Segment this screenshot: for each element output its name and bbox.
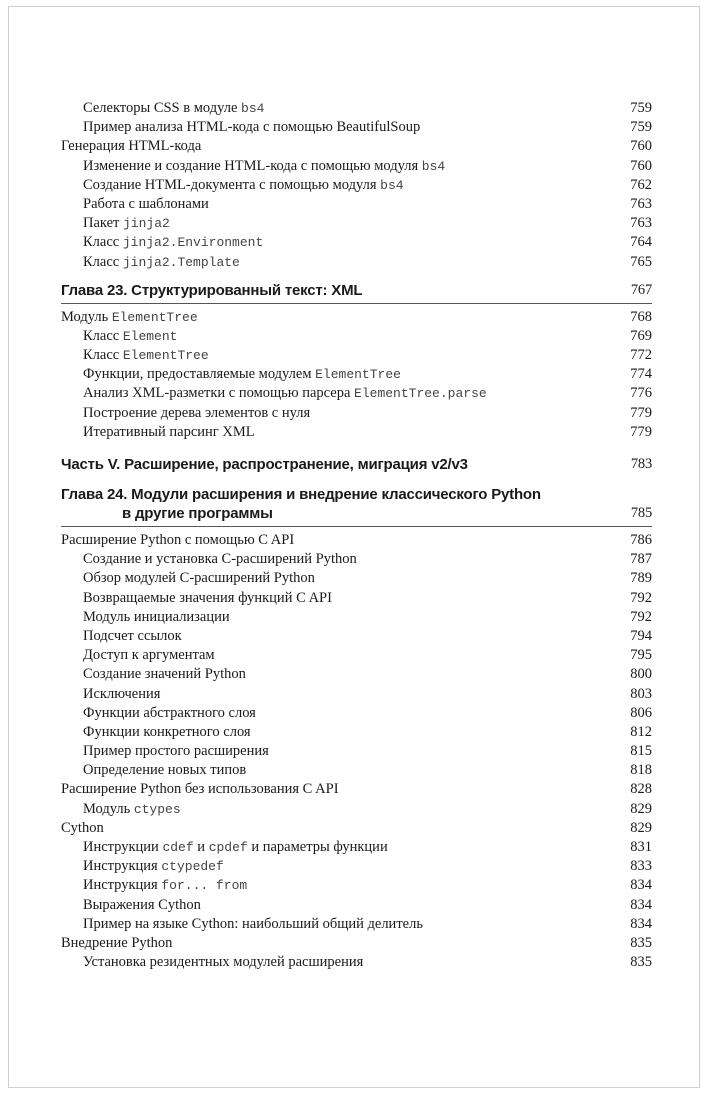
toc-entry[interactable] <box>61 704 652 723</box>
page-number: 760 <box>630 157 652 174</box>
toc-entry-title <box>83 839 388 855</box>
text-fragment: Расширение Python без использования C API <box>61 781 339 798</box>
toc-group-html <box>61 99 652 272</box>
toc-entry-title <box>61 309 198 325</box>
code-fragment: ElementTree <box>315 367 401 383</box>
toc-entry-title <box>83 858 224 874</box>
toc-entry-title <box>83 916 423 932</box>
toc-entry-title <box>83 215 170 231</box>
toc-entry[interactable] <box>61 346 652 365</box>
toc-entry[interactable] <box>61 550 652 569</box>
toc-entry-title <box>83 385 487 401</box>
text-fragment: Создание и установка C-расширений Python <box>83 551 357 568</box>
toc-entry[interactable] <box>61 404 652 423</box>
toc-entry[interactable] <box>61 365 652 384</box>
text-fragment: Инструкция <box>83 858 162 875</box>
text-fragment: и параметры функции <box>247 839 388 855</box>
toc-entry[interactable] <box>61 308 652 327</box>
toc-entry[interactable] <box>61 761 652 780</box>
page-number: 833 <box>630 858 652 875</box>
text-fragment: Пример анализа HTML-кода с помощью BeautifulSoup <box>83 119 421 136</box>
page-number: 767 <box>630 281 652 298</box>
text-fragment: Возвращаемые значения функций C API <box>83 589 332 606</box>
toc-entry[interactable] <box>61 723 652 742</box>
page-number: 792 <box>630 608 652 625</box>
toc-entry-title <box>61 532 294 548</box>
page-number: 763 <box>630 215 652 232</box>
text-fragment: и <box>193 839 209 855</box>
toc-entry-title <box>83 366 401 382</box>
code-fragment: ElementTree <box>111 309 198 325</box>
text-fragment: Исключения <box>83 685 161 702</box>
toc-entry[interactable] <box>61 915 652 934</box>
page-number: 834 <box>630 896 652 913</box>
toc-entry[interactable] <box>61 819 652 838</box>
toc-entry[interactable] <box>61 327 652 346</box>
toc-entry[interactable] <box>61 423 652 442</box>
chapter-23-heading[interactable] <box>61 281 652 300</box>
toc-entry[interactable] <box>61 384 652 403</box>
page-number: 794 <box>630 627 652 644</box>
code-fragment: ctypedef <box>161 859 224 875</box>
toc-entry[interactable] <box>61 742 652 761</box>
page-number: 768 <box>630 308 652 325</box>
toc-entry[interactable] <box>61 118 652 137</box>
text-fragment: Определение новых типов <box>83 762 247 779</box>
toc-entry[interactable] <box>61 665 652 684</box>
page-number: 786 <box>630 532 652 548</box>
toc-entry-title <box>83 705 256 721</box>
toc-entry-title <box>83 801 181 817</box>
code-fragment: ElementTree.parse <box>354 386 487 402</box>
code-fragment: jinja2.Template <box>122 254 240 270</box>
toc-entry-title <box>83 100 264 116</box>
text-fragment: Класс <box>83 327 123 344</box>
part-5-heading[interactable] <box>61 455 652 474</box>
toc-entry[interactable] <box>61 99 652 118</box>
page-number: 769 <box>630 327 652 344</box>
toc-entry-title <box>61 820 104 836</box>
text-fragment: Пример простого расширения <box>83 743 269 760</box>
toc-entry[interactable] <box>61 137 652 156</box>
toc-entry[interactable] <box>61 800 652 819</box>
page-number: 772 <box>630 347 652 364</box>
toc-entry-title <box>83 762 246 778</box>
code-fragment: Element <box>122 328 178 344</box>
code-fragment: cdef <box>162 840 194 855</box>
toc-entry[interactable] <box>61 838 652 857</box>
code-fragment: for... from <box>161 878 248 894</box>
code-fragment: jinja2 <box>123 216 170 232</box>
toc-entry-title <box>61 138 201 154</box>
page-number: 818 <box>630 762 652 779</box>
page-number: 812 <box>630 723 652 740</box>
text-fragment: Создание значений Python <box>83 666 246 683</box>
toc-entry[interactable] <box>61 176 652 195</box>
text-fragment: Подсчет ссылок <box>83 627 182 644</box>
toc-entry-title <box>83 119 420 135</box>
toc-entry-title <box>83 666 246 682</box>
toc-entry-title <box>61 781 339 797</box>
text-fragment: Инструкции <box>83 839 163 855</box>
toc-entry-title <box>83 424 255 440</box>
page-number: 765 <box>630 253 652 270</box>
toc-entry-title <box>83 347 209 363</box>
toc-entry-title <box>61 935 172 951</box>
text-fragment: Селекторы CSS в модуле <box>83 100 242 116</box>
page-number: 785 <box>630 505 652 521</box>
page-number: 759 <box>630 119 652 136</box>
part-title: Часть V. Расширение, распространение, миграция v2/v3 <box>61 456 468 473</box>
text-fragment: Модуль <box>61 308 112 325</box>
page-number: 779 <box>630 423 652 440</box>
toc-entry[interactable] <box>61 876 652 895</box>
chapter-title-line-1: Глава 24. Модули расширения и внедрение классического Python <box>61 486 541 503</box>
toc-entry-title <box>83 743 269 759</box>
page-number: 834 <box>630 915 652 932</box>
toc-entry[interactable] <box>61 157 652 176</box>
toc-entry-title <box>83 724 251 740</box>
page-number: 789 <box>630 570 652 587</box>
page-number: 792 <box>630 589 652 606</box>
text-fragment: Cython <box>61 819 104 836</box>
table-of-contents <box>61 99 652 972</box>
code-fragment: cpdef <box>208 840 248 855</box>
page-number: 800 <box>630 666 652 683</box>
page-number: 795 <box>630 647 652 664</box>
text-fragment: Выражения Cython <box>83 896 201 913</box>
toc-entry[interactable] <box>61 233 652 252</box>
toc-entry-title <box>83 897 201 913</box>
text-fragment: Генерация HTML-кода <box>61 138 202 155</box>
text-fragment: Анализ XML-разметки с помощью парсера <box>83 385 355 402</box>
text-fragment: Модуль инициализации <box>83 608 230 625</box>
page-number: 803 <box>630 685 652 702</box>
toc-entry[interactable] <box>61 253 652 272</box>
text-fragment: Создание HTML-документа с помощью модуля <box>83 176 381 193</box>
page-number: 763 <box>630 195 652 212</box>
text-fragment: Инструкция <box>83 877 162 894</box>
toc-entry-title <box>83 405 310 421</box>
text-fragment: Пакет <box>83 215 123 232</box>
text-fragment: Функции абстрактного слоя <box>83 704 256 721</box>
toc-entry[interactable] <box>61 608 652 627</box>
page-number: 829 <box>630 800 652 817</box>
toc-entry[interactable] <box>61 214 652 233</box>
page-number: 764 <box>630 234 652 251</box>
toc-entry[interactable] <box>61 896 652 915</box>
toc-entry[interactable] <box>61 646 652 665</box>
toc-entry-title <box>83 234 263 250</box>
chapter-title: Глава 23. Структурированный текст: XML <box>61 281 363 299</box>
toc-entry[interactable] <box>61 685 652 704</box>
text-fragment: Пример на языке Cython: наибольший общий делитель <box>83 915 423 932</box>
toc-entry[interactable] <box>61 195 652 214</box>
page-number: 835 <box>630 954 652 971</box>
page-number: 774 <box>630 366 652 383</box>
page-number: 806 <box>630 704 652 721</box>
toc-entry-title <box>83 158 445 174</box>
page-number: 779 <box>630 404 652 421</box>
text-fragment: Функции конкретного слоя <box>83 723 251 740</box>
toc-entry-title <box>83 328 177 344</box>
code-fragment: bs4 <box>241 101 265 116</box>
code-fragment: bs4 <box>421 158 446 174</box>
chapter-24-heading[interactable] <box>61 485 652 523</box>
toc-entry[interactable] <box>61 569 652 588</box>
text-fragment: Итеративный парсинг XML <box>83 423 255 440</box>
page-number: 783 <box>630 456 652 472</box>
code-fragment: ctypes <box>133 801 181 817</box>
page-number: 762 <box>630 176 652 193</box>
text-fragment: Изменение и создание HTML-кода с помощью модуля <box>83 157 422 174</box>
page-number: 815 <box>630 743 652 760</box>
page-number: 831 <box>630 839 652 855</box>
toc-group-extensions <box>61 531 652 972</box>
page-number: 787 <box>630 551 652 568</box>
text-fragment: Модуль <box>83 800 134 817</box>
toc-group-xml <box>61 308 652 442</box>
text-fragment: Класс <box>83 234 123 251</box>
code-fragment: bs4 <box>380 177 404 193</box>
text-fragment: Функции, предоставляемые модулем <box>83 366 316 383</box>
toc-entry[interactable] <box>61 857 652 876</box>
toc-entry-title <box>83 551 357 567</box>
text-fragment: Класс <box>83 347 123 364</box>
code-fragment: jinja2.Environment <box>122 235 264 251</box>
text-fragment: Доступ к аргументам <box>83 647 215 664</box>
chapter-title-line-2: в другие программы <box>122 505 273 522</box>
code-fragment: ElementTree <box>122 348 209 364</box>
text-fragment: Расширение Python с помощью C API <box>61 532 295 548</box>
toc-entry-title <box>83 647 215 663</box>
text-fragment: Установка резидентных модулей расширения <box>83 954 364 971</box>
page-number: 759 <box>630 100 652 116</box>
toc-entry-title <box>83 877 247 893</box>
toc-entry-title <box>83 590 332 606</box>
heading-divider <box>61 303 652 304</box>
toc-entry[interactable] <box>61 780 652 799</box>
toc-entry[interactable] <box>61 589 652 608</box>
page-number: 834 <box>630 877 652 894</box>
toc-entry[interactable] <box>61 934 652 953</box>
toc-entry[interactable] <box>61 627 652 646</box>
heading-divider <box>61 526 652 527</box>
toc-entry-title <box>83 254 240 270</box>
text-fragment: Построение дерева элементов с нуля <box>83 404 311 421</box>
text-fragment: Обзор модулей C-расширений Python <box>83 570 315 587</box>
toc-entry[interactable] <box>61 953 652 972</box>
toc-entry-title <box>83 570 315 586</box>
text-fragment: Работа с шаблонами <box>83 195 209 212</box>
toc-entry-title <box>83 196 209 212</box>
page-number: 776 <box>630 385 652 402</box>
toc-entry[interactable] <box>61 531 652 550</box>
toc-entry-title <box>83 954 363 970</box>
toc-entry-title <box>83 177 404 193</box>
text-fragment: Класс <box>83 253 123 270</box>
page-number: 828 <box>630 781 652 798</box>
page-number: 835 <box>630 934 652 951</box>
page-number: 829 <box>630 819 652 836</box>
toc-entry-title <box>83 686 160 702</box>
toc-entry-title <box>83 628 182 644</box>
text-fragment: Внедрение Python <box>61 934 173 951</box>
toc-entry-title <box>83 609 230 625</box>
page-number: 760 <box>630 138 652 155</box>
